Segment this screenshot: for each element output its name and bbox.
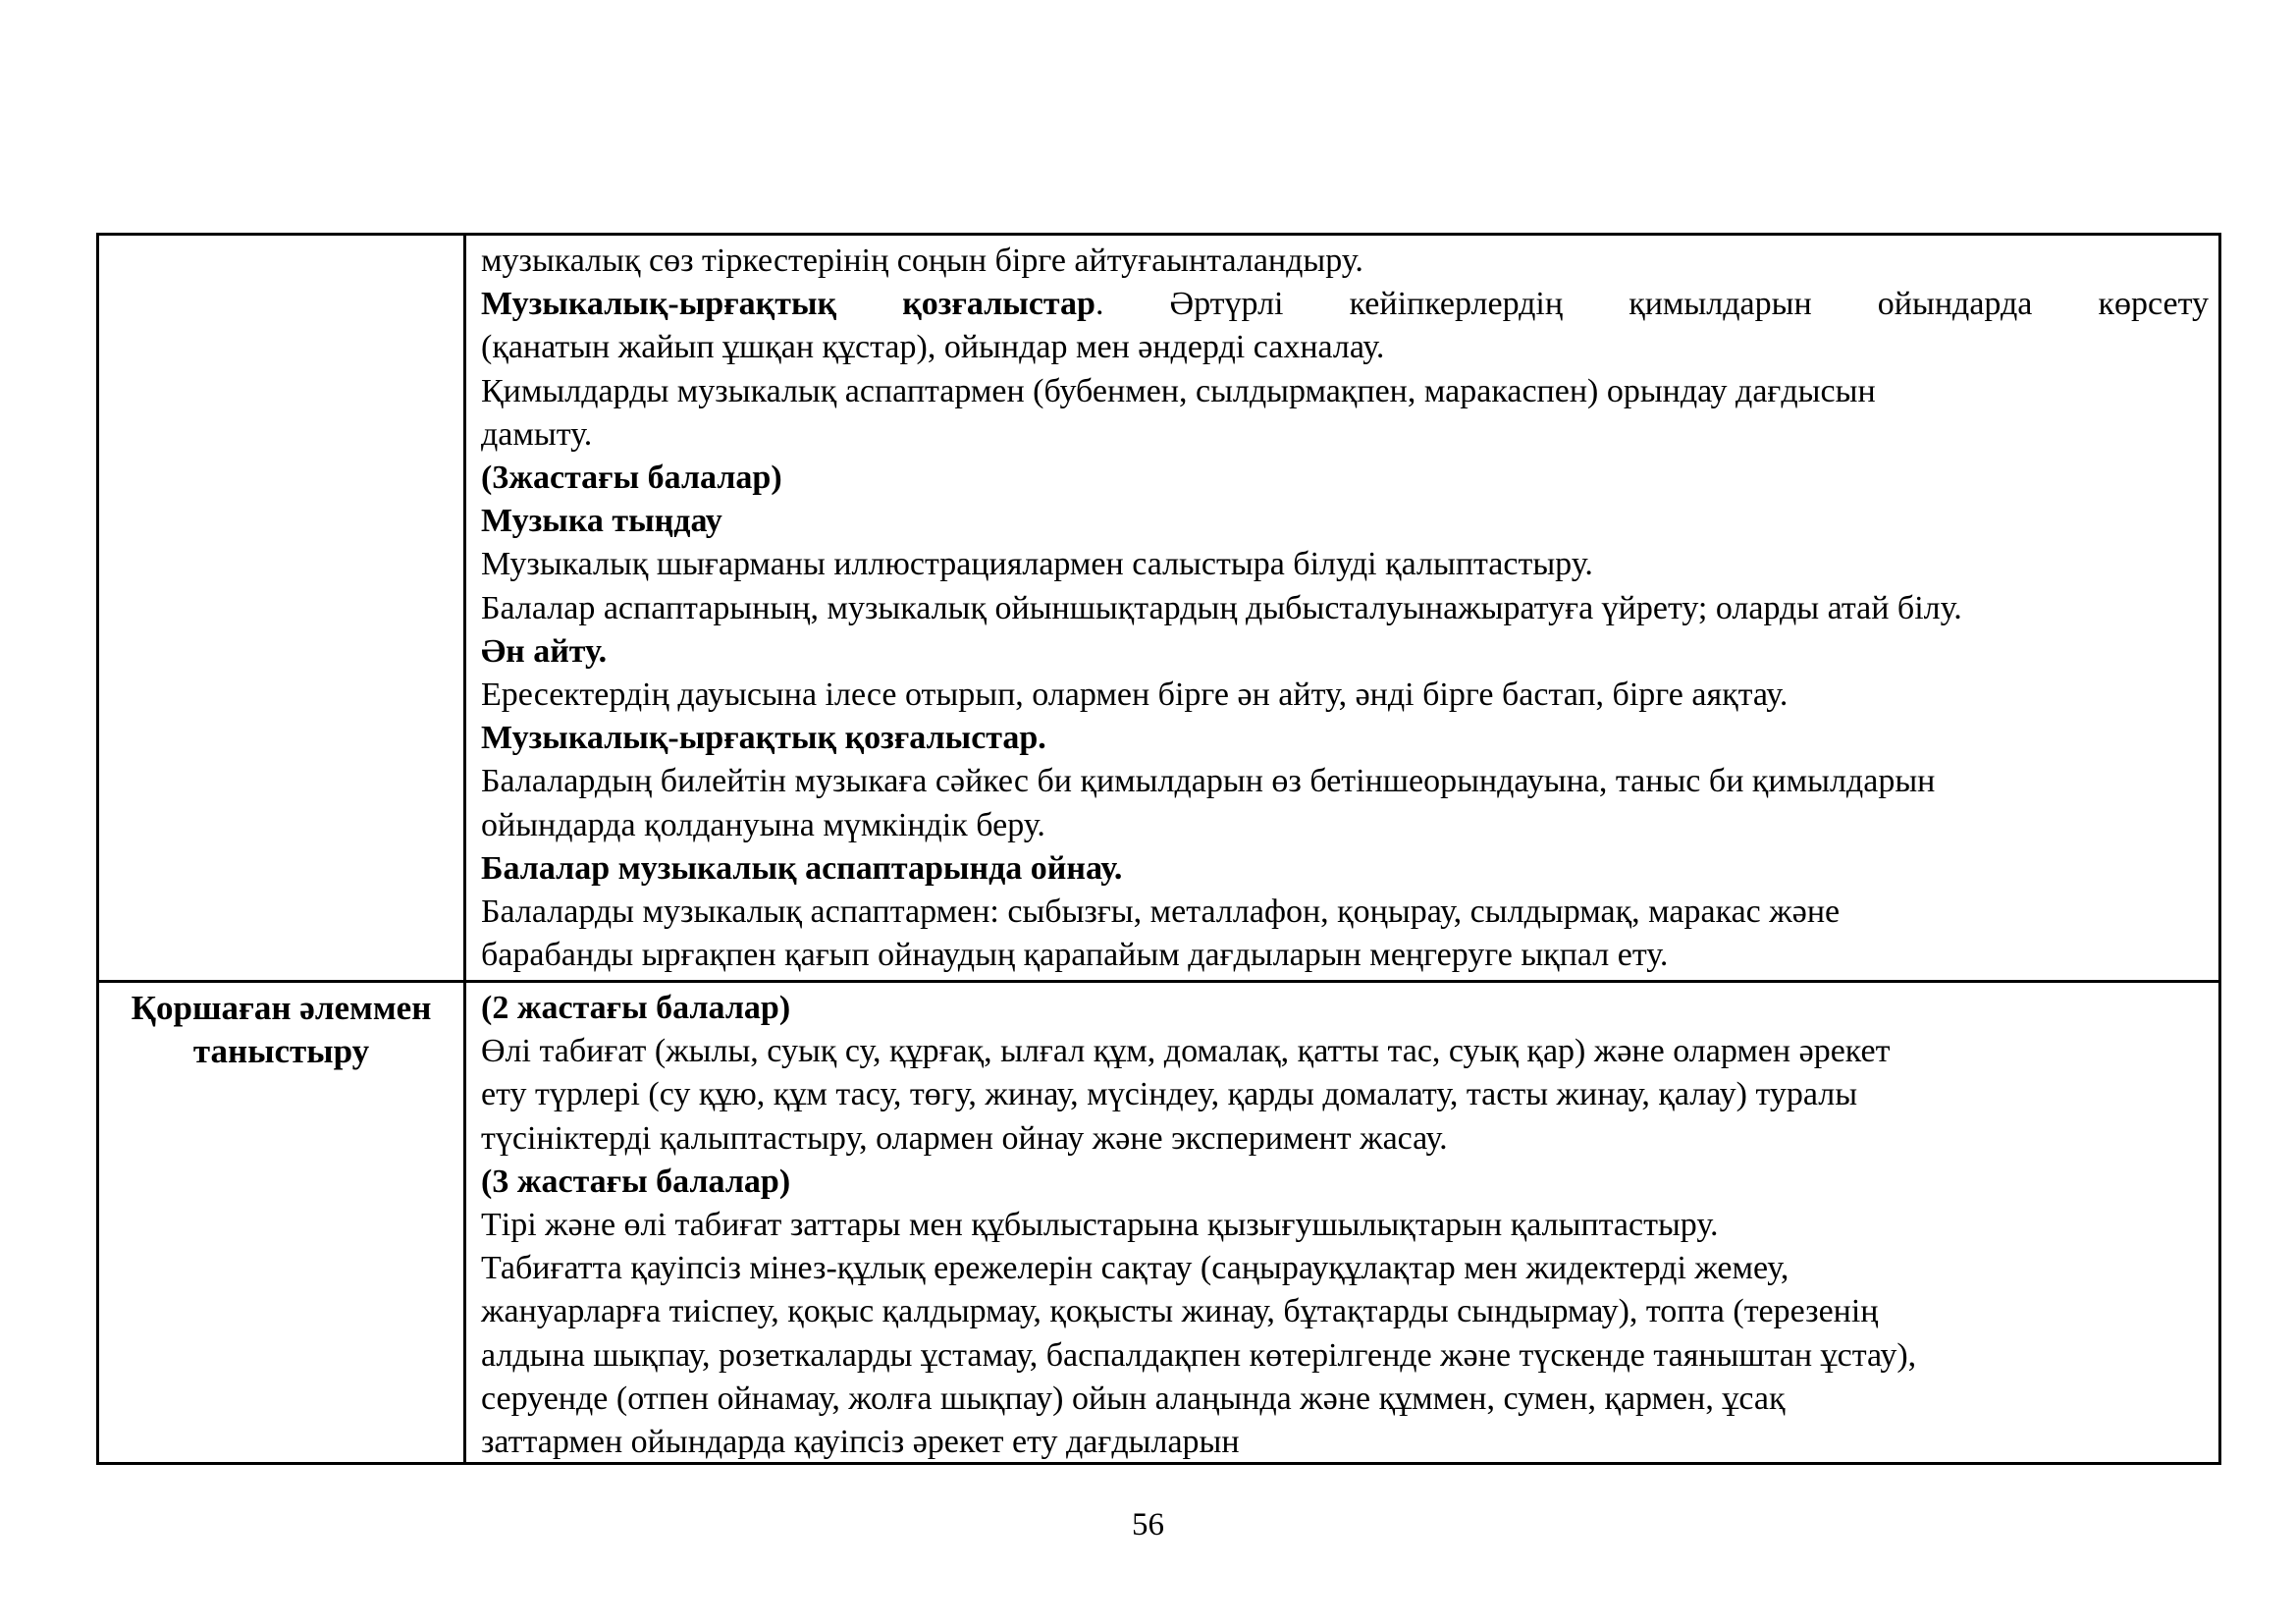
text-line — [481, 326, 2209, 369]
bold-text-segment: Музыка тыңдау — [481, 503, 722, 540]
text-line — [481, 1161, 2209, 1204]
text-line — [481, 240, 2209, 283]
row-header-cell — [99, 236, 466, 980]
text-segment: Балаларды музыкалық аспаптармен: сыбызғы, металлафон, қоңырау, сылдырмақ, маракас және — [481, 893, 1841, 931]
text-segment: Табиғатта қауіпсіз мінез-құлық ережелерін сақтау (саңырауқұлақтар мен жидектерді жемеу, — [481, 1250, 1789, 1287]
text-line — [481, 847, 2209, 891]
text-segment: Тірі және өлі табиғат заттары мен құбылыстарына қызығушылықтарын қалыптастыру. — [481, 1207, 1719, 1244]
text-segment: серуенде (отпен ойнамау, жолға шықпау) ойын алаңында және құммен, сумен, қармен, ұсақ — [481, 1380, 1786, 1417]
text-segment: Өлі табиғат (жылы, суық су, құрғақ, ылғал құм, домалақ, қатты тас, суық қар) және олармен әрекет — [481, 1033, 1891, 1070]
bold-text-segment: (3 жастағы балалар) — [481, 1163, 791, 1200]
bold-text-segment: (2 жастағы балалар) — [481, 990, 791, 1026]
text-segment: . Әртүрлі кейіпкерлердің қимылдарын ойындарда көрсету — [1095, 286, 2210, 323]
text-line — [481, 1030, 2209, 1073]
text-line — [481, 1290, 2209, 1333]
text-segment: алдына шықпау, розеткаларды ұстамау, баспалдақпен көтерілгенде және түскенде таяныштан ұстау), — [481, 1336, 1917, 1374]
text-segment: Ересектердің дауысына ілесе отырып, олармен бірге ән айту, әнді бірге бастап, бірге аяқтау. — [481, 677, 1789, 714]
text-line — [481, 717, 2209, 760]
text-line — [481, 674, 2209, 717]
text-line — [481, 1378, 2209, 1421]
text-line — [481, 1421, 2209, 1462]
page-number: 56 — [1132, 1507, 1164, 1543]
text-line — [481, 587, 2209, 630]
text-segment: дамыту. — [481, 415, 593, 453]
text-line — [481, 370, 2209, 413]
text-line — [481, 987, 2209, 1030]
text-segment: Балалардың билейтін музыкаға сәйкес би қимылдарын өз бетіншеорындауына, таныс би қимылдарын — [481, 763, 1936, 800]
text-segment: (қанатын жайып ұшқан құстар), ойындар мен әндерді сахналау. — [481, 329, 1385, 366]
text-line — [481, 1247, 2209, 1290]
text-segment: Балалар аспаптарының, музыкалық ойыншықтардың дыбысталуынажыратуға үйрету; оларды атай білу. — [481, 589, 1962, 626]
text-line — [105, 1030, 457, 1073]
doc-table — [96, 233, 2221, 1465]
bold-text-segment: (3жастағы балалар) — [481, 460, 782, 497]
text-line — [105, 987, 457, 1030]
text-segment: ету түрлері (су құю, құм тасу, төгу, жинау, мүсіндеу, қарды домалату, тасты жинау, қалау) туралы — [481, 1076, 1858, 1113]
text-line — [481, 1117, 2209, 1161]
text-line — [481, 934, 2209, 977]
text-line — [481, 457, 2209, 500]
text-line — [481, 500, 2209, 543]
bold-text-segment: Қоршаған әлеммен — [131, 989, 432, 1027]
text-segment: Музыкалық шығарманы иллюстрациялармен салыстыра білуді қалыптастыру. — [481, 546, 1593, 583]
text-line — [481, 891, 2209, 934]
text-segment: түсініктерді қалыптастыру, олармен ойнау және эксперимент жасау. — [481, 1119, 1448, 1157]
text-segment: музыкалық сөз тіркестерінің соңын бірге айтуғаынталандыру. — [481, 243, 1363, 279]
row-header-cell — [99, 983, 466, 1462]
row-content-cell — [466, 236, 2218, 980]
text-segment: ойындарда қолдануына мүмкіндік беру. — [481, 806, 1045, 843]
text-segment: Қимылдарды музыкалық аспаптармен (бубенмен, сылдырмақпен, маракаспен) орындау дағдысын — [481, 372, 1876, 409]
text-line — [481, 1334, 2209, 1378]
text-line — [481, 413, 2209, 457]
text-line — [481, 1204, 2209, 1247]
text-segment: жануарларға тиіспеу, қоқыс қалдырмау, қоқысты жинау, бұтақтарды сындырмау), топта (терезенің — [481, 1293, 1879, 1330]
bold-text-segment: Балалар музыкалық аспаптарында ойнау. — [481, 849, 1123, 887]
bold-text-segment: Музыкалық-ырғақтық қозғалыстар. — [481, 720, 1046, 757]
text-line — [481, 283, 2209, 326]
text-segment: заттармен ойындарда қауіпсіз әрекет ету дағдыларын — [481, 1424, 1240, 1461]
table-row — [99, 236, 2218, 980]
bold-text-segment: таныстыру — [192, 1032, 370, 1071]
text-line — [481, 1073, 2209, 1116]
text-line — [481, 543, 2209, 586]
bold-text-segment: Музыкалық-ырғақтық қозғалыстар — [481, 286, 1095, 323]
bold-text-segment: Ән айту. — [481, 632, 608, 670]
text-line — [481, 760, 2209, 803]
row-content-cell — [466, 983, 2218, 1462]
text-line — [481, 630, 2209, 674]
table-row — [99, 980, 2218, 1462]
text-segment: барабанды ырғақпен қағып ойнаудың қарапайым дағдыларын меңгеруге ықпал ету. — [481, 937, 1669, 974]
text-line — [481, 804, 2209, 847]
